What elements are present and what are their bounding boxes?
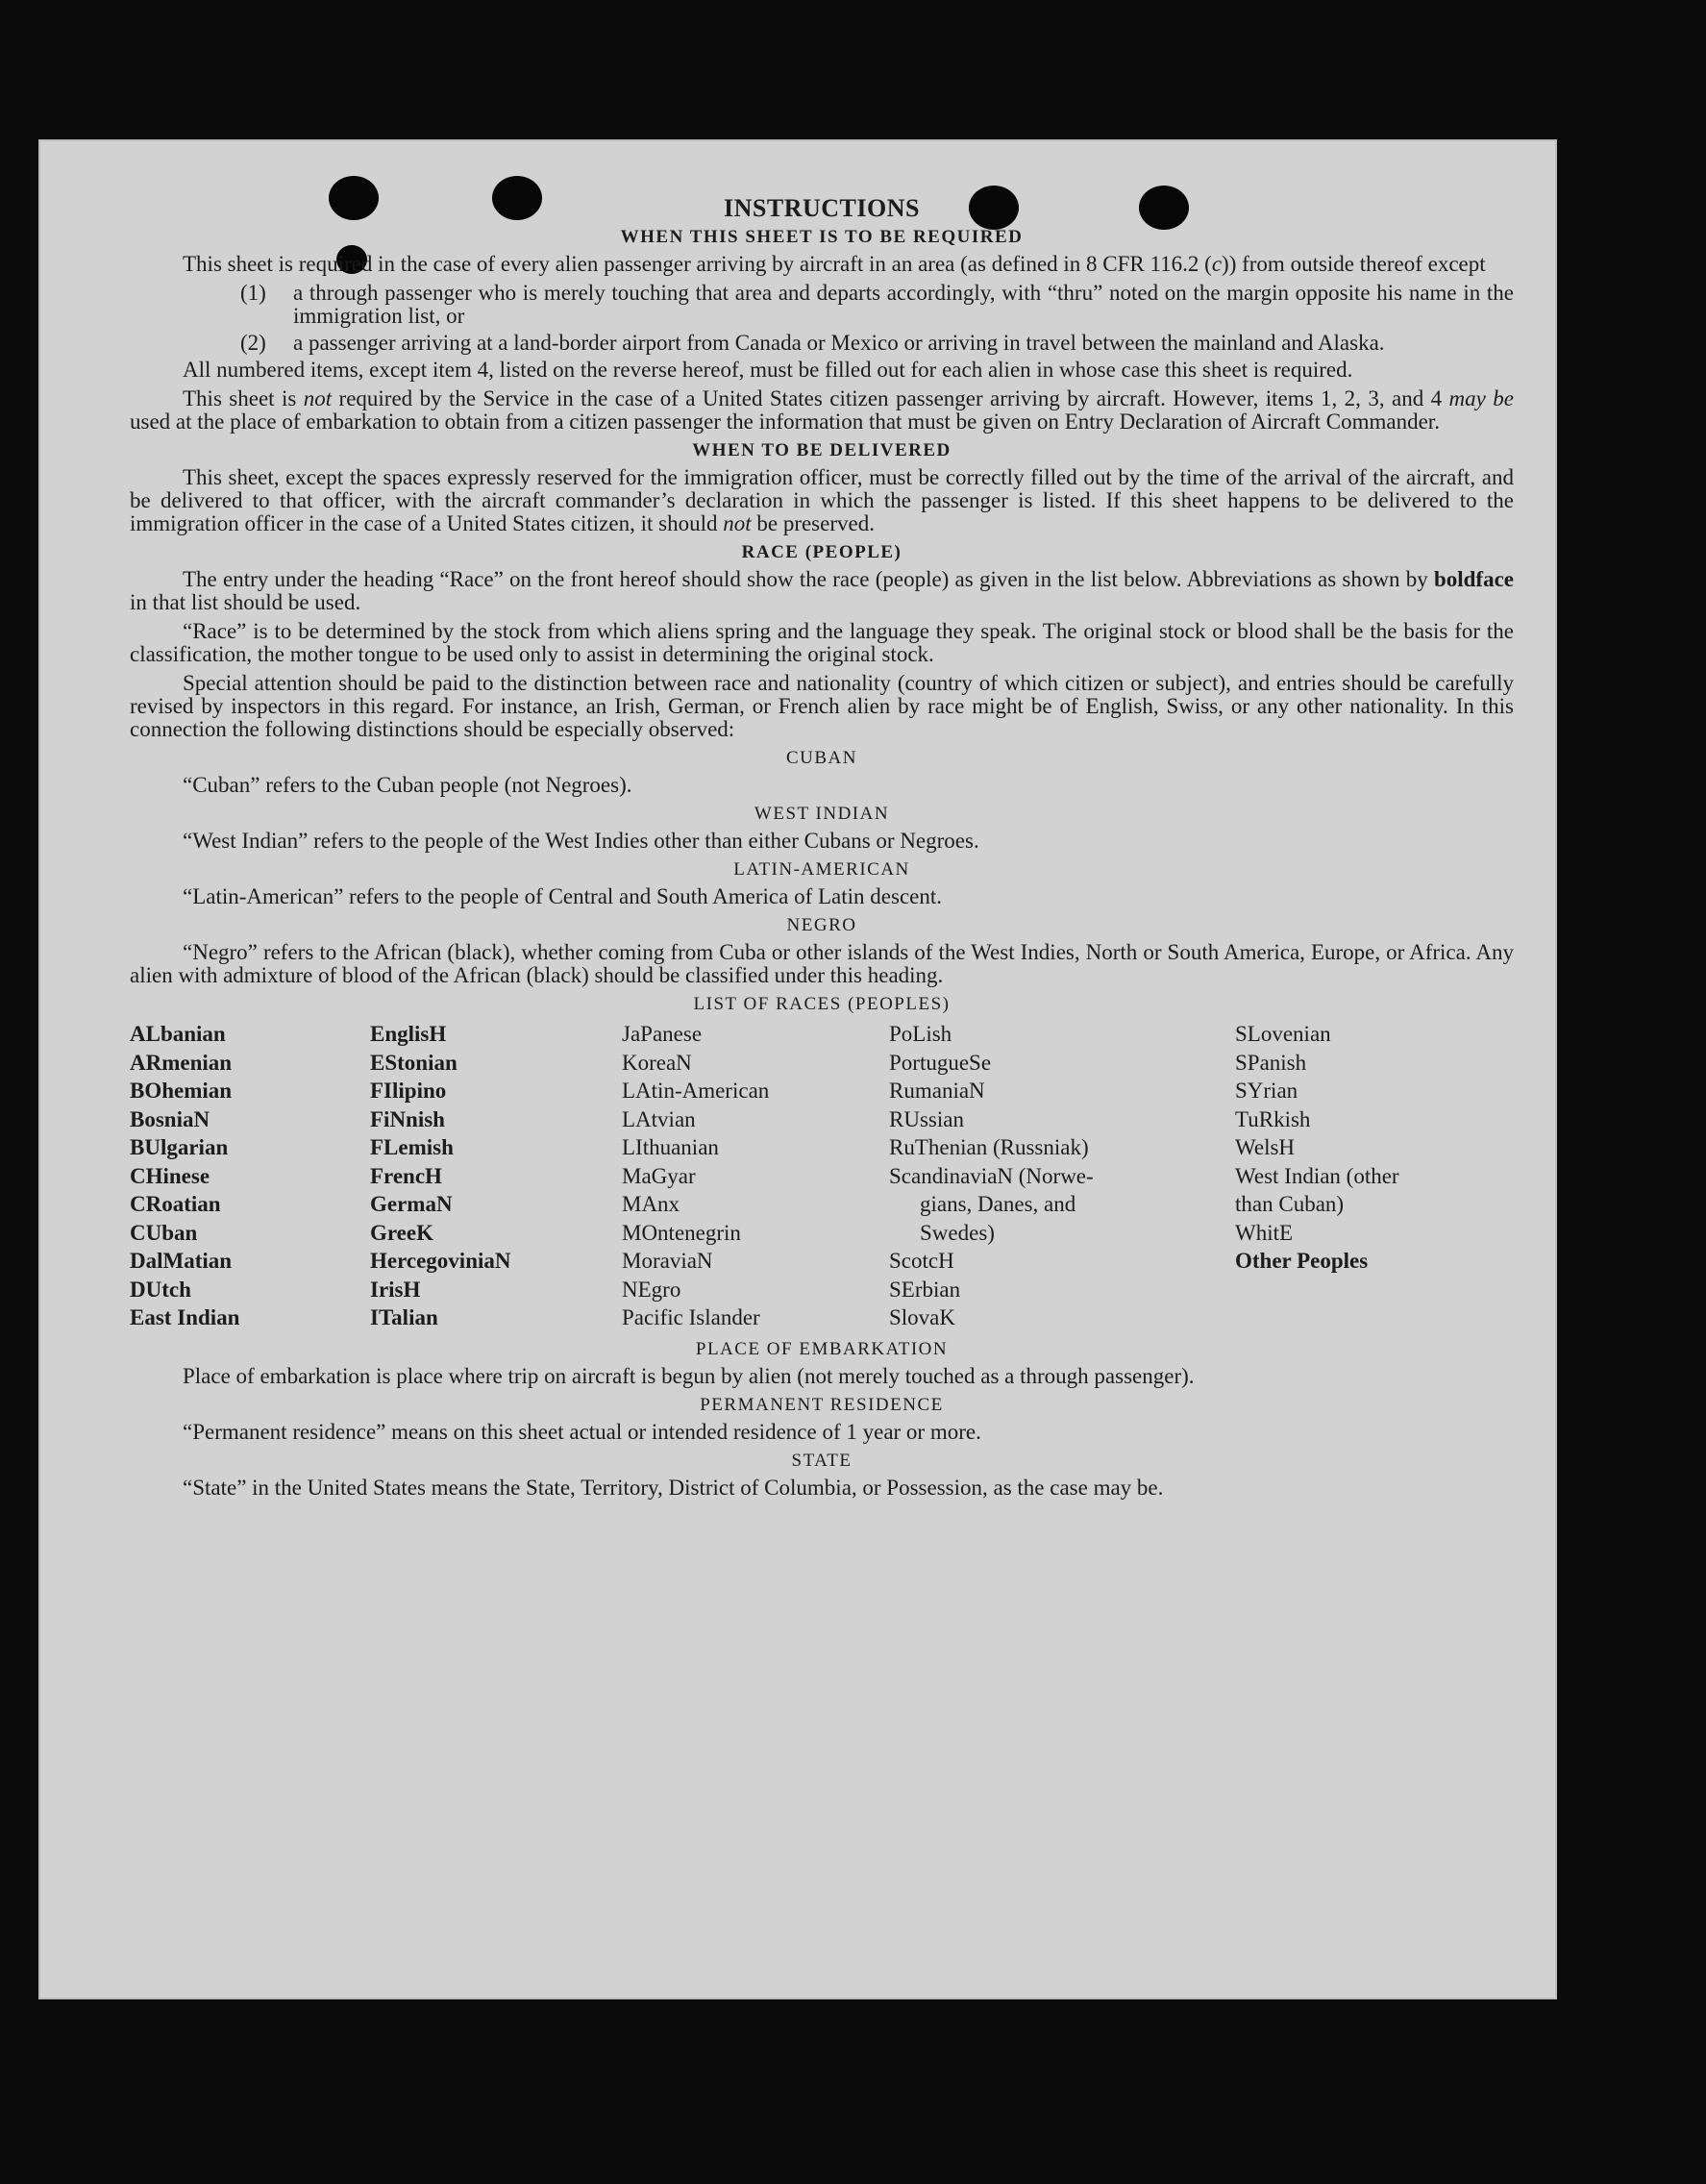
race-entry: HercegoviniaN <box>370 1249 511 1273</box>
race-column <box>130 1020 370 1332</box>
instructions-content <box>130 194 1514 1505</box>
section-heading-cuban: CUBAN <box>785 748 857 768</box>
exception-text: a passenger arriving at a land-border airport from Canada or Mexico or arriving in travel between the mainland and Alaska. <box>293 331 1385 355</box>
citizen-note-text: This sheet is <box>183 386 304 410</box>
document-sheet <box>38 139 1557 1999</box>
race-paragraph-2: “Race” is to be determined by the stock from which aliens spring and the language they speak. The original stock or blood shall be the basis for the classification, the mother tongue to be used only to assist in determining the original stock. <box>130 619 1514 666</box>
race-entry: EnglisH <box>370 1022 447 1046</box>
race-entry: ALbanian <box>130 1022 226 1046</box>
exception-item <box>130 332 1514 355</box>
race-entry: Swedes) <box>920 1220 995 1245</box>
west-indian-text: “West Indian” refers to the people of the West Indies other than either Cubans or Negroes. <box>183 829 979 853</box>
race-entry: MaGyar <box>622 1163 696 1188</box>
citizen-note-text: required by the Service in the case of a United States citizen passenger arriving by aircraft. However, items 1, 2, 3, and 4 <box>332 386 1449 410</box>
required-intro <box>130 253 1514 276</box>
race-entry: ScandinaviaN (Norwe- <box>889 1163 1094 1188</box>
citizen-note-italic: not <box>303 386 333 410</box>
race-entry: DUtch <box>130 1277 191 1302</box>
required-intro-italic: c <box>1211 252 1223 276</box>
race-entry: WhitE <box>1235 1220 1294 1245</box>
race-entry: FLemish <box>370 1135 454 1159</box>
race-entry: ARmenian <box>130 1050 233 1075</box>
race-entry: GreeK <box>370 1220 433 1245</box>
race-entry: CUban <box>130 1220 198 1245</box>
race-entry: WelsH <box>1235 1135 1296 1159</box>
race-entry: SlovaK <box>889 1305 955 1329</box>
race-entry: FiNnish <box>370 1106 445 1131</box>
race-entry: BosniaN <box>130 1106 210 1131</box>
required-intro-text: This sheet is required in the case of every alien passenger arriving by aircraft in an area (as defined in 8 CFR 116.2 ( <box>183 252 1212 276</box>
race-entry: ITalian <box>370 1305 438 1329</box>
exception-item <box>130 282 1514 328</box>
race-entry: IrisH <box>370 1277 421 1302</box>
race-entry: RumaniaN <box>889 1079 985 1103</box>
race-entry: PortugueSe <box>889 1050 992 1075</box>
citizen-note-text: used at the place of embarkation to obtain from a citizen passenger the information that must be given on Entry Declaration of Aircraft Commander. <box>130 410 1440 434</box>
race-column <box>370 1020 622 1332</box>
race-entry: gians, Danes, and <box>920 1192 1076 1216</box>
section-heading-state: STATE <box>791 1450 853 1471</box>
section-heading-required: WHEN THIS SHEET IS TO BE REQUIRED <box>620 227 1024 247</box>
embarkation-text: Place of embarkation is place where trip on aircraft is begun by alien (not merely touched as a through passenger). <box>183 1363 1195 1388</box>
exception-text: a through passenger who is merely touching that area and departs accordingly, with “thru” noted on the margin opposite his name in the immigration list, or <box>293 281 1514 328</box>
section-heading-race: RACE (PEOPLE) <box>741 542 902 562</box>
race-entry: ScotcH <box>889 1249 954 1273</box>
race-entry: PoLish <box>889 1022 952 1046</box>
section-heading-west-indian: WEST INDIAN <box>754 804 890 824</box>
race-entry: MAnx <box>622 1192 680 1216</box>
race-entry: than Cuban) <box>1235 1192 1345 1216</box>
race-entry: MoraviaN <box>622 1249 713 1273</box>
delivered-text <box>130 466 1514 535</box>
race-list <box>130 1020 1514 1332</box>
section-heading-residence: PERMANENT RESIDENCE <box>700 1394 944 1415</box>
race-entry: East Indian <box>130 1305 240 1329</box>
race-entry: RuThenian (Russniak) <box>889 1135 1089 1159</box>
section-heading-latin-american: LATIN-AMERICAN <box>733 859 910 880</box>
section-heading-embarkation: PLACE OF EMBARKATION <box>695 1338 949 1359</box>
race-column <box>622 1020 889 1332</box>
delivered-text-a: This sheet, except the spaces expressly reserved for the immigration officer, must be correctly filled out by the time of the arrival of the aircraft, and be delivered to that officer, with the aircraft commander’s declaration in which the passenger is listed. If this sheet happens to be delivered to the immigration officer in the case of a United States citizen, it should <box>130 465 1514 535</box>
exception-number: (1) <box>240 281 266 305</box>
race-entry: BUlgarian <box>130 1135 229 1159</box>
race-paragraph-3: Special attention should be paid to the distinction between race and nationality (country of which citizen or subject), and entries should be carefully revised by inspectors in this regard. For instance, an Irish, German, or French alien by race might be of English, Swiss, or any other nationality. In this connection the following distinctions should be especially observed: <box>130 671 1514 741</box>
race-entry: LAtvian <box>622 1106 696 1131</box>
race-entry: BOhemian <box>130 1079 233 1103</box>
race-column <box>889 1020 1235 1332</box>
required-citizen-note <box>130 387 1514 434</box>
race-entry: CRoatian <box>130 1192 221 1216</box>
latin-american-text: “Latin-American” refers to the people of Central and South America of Latin descent. <box>183 884 942 908</box>
section-heading-race-list: LIST OF RACES (PEOPLES) <box>693 994 951 1014</box>
exception-number: (2) <box>240 331 266 355</box>
delivered-italic: not <box>723 511 752 535</box>
race-p1-bold: boldface <box>1433 567 1514 591</box>
race-entry: TuRkish <box>1235 1106 1311 1131</box>
race-entry: LAtin-American <box>622 1079 770 1103</box>
race-entry: West Indian (other <box>1235 1163 1399 1188</box>
race-entry: LIthuanian <box>622 1135 719 1159</box>
race-entry: SLovenian <box>1235 1022 1331 1046</box>
section-heading-delivered: WHEN TO BE DELIVERED <box>692 440 952 460</box>
race-entry: Other Peoples <box>1235 1249 1369 1273</box>
state-text: “State” in the United States means the State, Territory, District of Columbia, or Possession, as the case may be. <box>183 1475 1164 1500</box>
race-entry: GermaN <box>370 1192 453 1216</box>
citizen-note-italic: may be <box>1448 386 1514 410</box>
race-entry: SYrian <box>1235 1079 1298 1103</box>
race-entry: SErbian <box>889 1277 961 1302</box>
required-numbered-items: All numbered items, except item 4, listed on the reverse hereof, must be filled out for each alien in whose case this sheet is required. <box>183 358 1353 382</box>
race-entry: Pacific Islander <box>622 1305 760 1329</box>
race-entry: MOntenegrin <box>622 1220 741 1245</box>
required-intro-text-end: )) from outside thereof except <box>1222 252 1486 276</box>
race-entry: KoreaN <box>622 1050 692 1075</box>
race-p1-text: The entry under the heading “Race” on the front hereof should show the race (people) as given in the list below. Abbreviations as shown by <box>183 567 1434 591</box>
race-entry: JaPanese <box>622 1022 703 1046</box>
race-paragraph-1 <box>130 568 1514 614</box>
race-entry: NEgro <box>622 1277 681 1302</box>
race-column <box>1235 1020 1495 1332</box>
race-entry: SPanish <box>1235 1050 1307 1075</box>
race-entry: FIlipino <box>370 1079 447 1103</box>
section-heading-negro: NEGRO <box>786 915 857 935</box>
cuban-text: “Cuban” refers to the Cuban people (not Negroes). <box>183 773 632 797</box>
negro-text: “Negro” refers to the African (black), whether coming from Cuba or other islands of the West Indies, North or South America, Europe, or Africa. Any alien with admixture of blood of the African (black) should be classified under this heading. <box>130 940 1514 987</box>
race-entry: EStonian <box>370 1050 457 1075</box>
race-entry: DalMatian <box>130 1249 233 1273</box>
residence-text: “Permanent residence” means on this sheet actual or intended residence of 1 year or more. <box>183 1419 981 1444</box>
race-entry: CHinese <box>130 1163 210 1188</box>
race-entry: FrencH <box>370 1163 442 1188</box>
delivered-text-b: be preserved. <box>751 511 875 535</box>
page-title: INSTRUCTIONS <box>724 194 920 222</box>
race-p1-text-end: in that list should be used. <box>130 590 361 614</box>
race-entry: RUssian <box>889 1106 964 1131</box>
